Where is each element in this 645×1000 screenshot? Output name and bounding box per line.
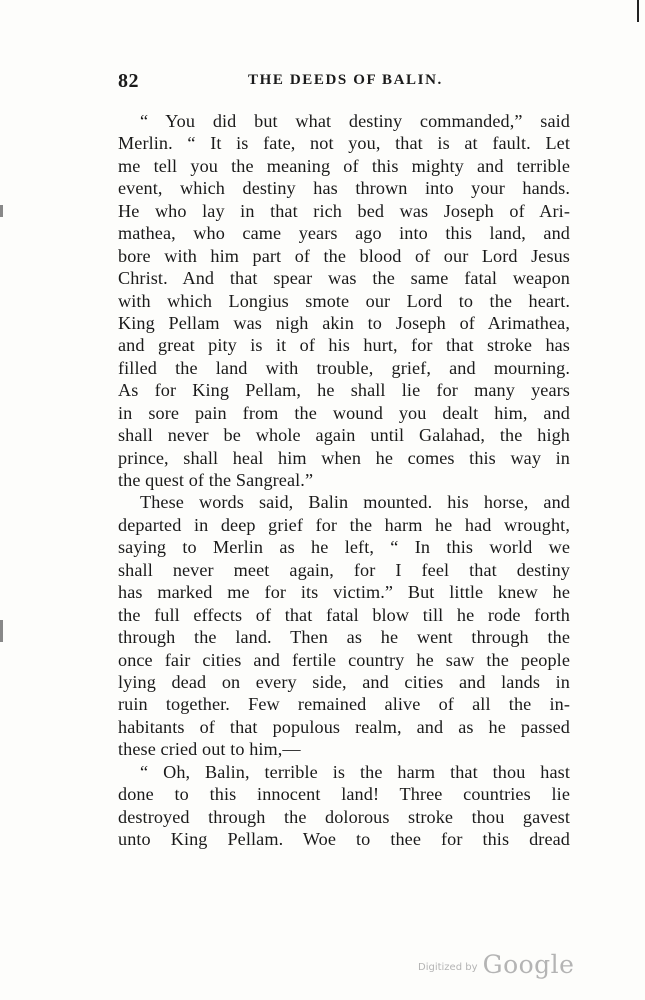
text-line: me tell you the meaning of this mighty and terrible xyxy=(118,155,570,176)
text-line: shall never meet again, for I feel that destiny xyxy=(118,559,570,580)
text-line: in sore pain from the wound you dealt him, and xyxy=(118,402,570,423)
watermark-prefix: Digitized by xyxy=(418,962,478,973)
text-line: unto King Pellam. Woe to thee for this dread xyxy=(118,829,570,849)
text-line: prince, shall heal him when he comes this way in xyxy=(118,447,570,468)
page-number: 82 xyxy=(118,70,139,92)
page-body xyxy=(118,110,570,850)
text-line: Christ. And that spear was the same fatal weapon xyxy=(118,268,570,289)
text-line: Merlin. “ It is fate, not you, that is at fault. Let xyxy=(118,133,570,154)
text-line: lying dead on every side, and cities and lands in xyxy=(118,671,570,692)
watermark-brand: Google xyxy=(482,950,575,979)
text-line: once fair cities and fertile country he saw the people xyxy=(118,649,570,670)
text-line: shall never be whole again until Galahad, the high xyxy=(118,425,570,446)
text-line: filled the land with trouble, grief, and mourning. xyxy=(118,357,570,378)
margin-tick xyxy=(0,620,3,642)
text-line: has marked me for its victim.” But little knew he xyxy=(118,582,570,603)
text-line: King Pellam was nigh akin to Joseph of Arimathea, xyxy=(118,312,570,333)
text-line: habitants of that populous realm, and as he passed xyxy=(118,716,570,737)
running-title: THE DEEDS OF BALIN. xyxy=(248,72,443,88)
text-line: with which Longius smote our Lord to the heart. xyxy=(118,290,570,311)
text-line: done to this innocent land! Three countries lie xyxy=(118,784,570,805)
page-edge-mark xyxy=(637,0,639,22)
text-line: these cried out to him,— xyxy=(118,739,301,760)
text-line: destroyed through the dolorous stroke thou gavest xyxy=(118,806,570,827)
text-line: saying to Merlin as he left, “ In this world we xyxy=(118,537,570,558)
text-line: He who lay in that rich bed was Joseph of Ari- xyxy=(118,200,570,221)
text-line: departed in deep grief for the harm he had wrought, xyxy=(118,514,570,535)
text-line: These words said, Balin mounted. his horse, and xyxy=(140,492,570,513)
text-line: ruin together. Few remained alive of all the in- xyxy=(118,694,570,715)
text-line: As for King Pellam, he shall lie for many years xyxy=(118,380,570,401)
text-line: and great pity is it of his hurt, for that stroke has xyxy=(118,335,570,356)
text-line: event, which destiny has thrown into your hands. xyxy=(118,178,570,199)
margin-tick xyxy=(0,205,3,217)
digitized-by-google-watermark xyxy=(418,950,574,979)
text-line: “ Oh, Balin, terrible is the harm that thou hast xyxy=(140,761,570,782)
text-line: the quest of the Sangreal.” xyxy=(118,470,314,490)
text-line: “ You did but what destiny commanded,” said xyxy=(140,111,570,131)
text-line: bore with him part of the blood of our Lord Jesus xyxy=(118,245,570,266)
text-line: mathea, who came years ago into this land, and xyxy=(118,223,570,244)
text-line: through the land. Then as he went through the xyxy=(118,627,570,648)
text-line: the full effects of that fatal blow till he rode forth xyxy=(118,604,570,625)
